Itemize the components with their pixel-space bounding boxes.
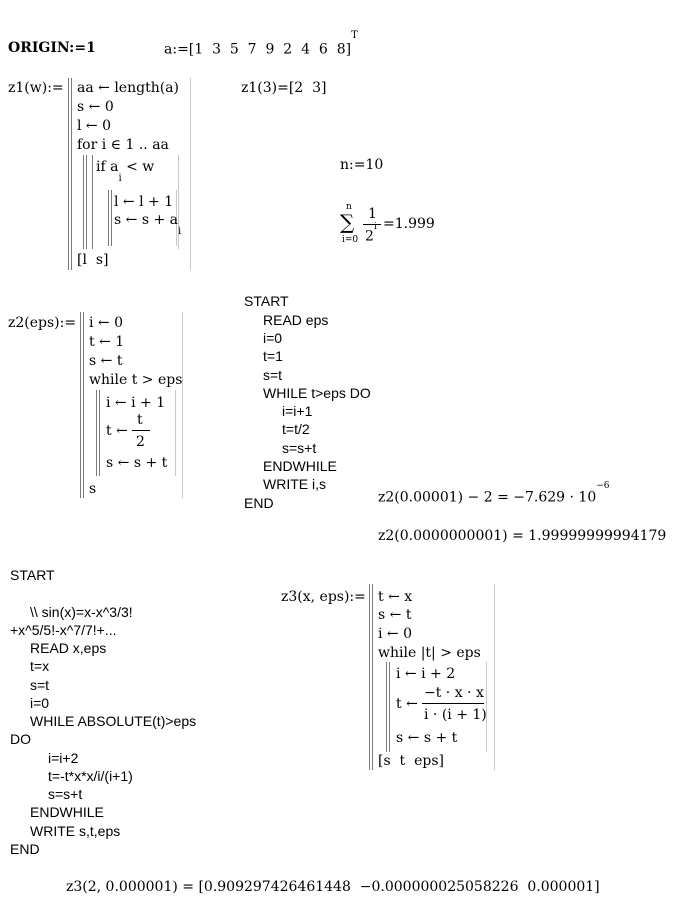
sum-sigma-icon: ∑	[340, 210, 355, 234]
z2-line-7: s ← s + t	[106, 455, 168, 471]
pseudo1-line-4: t=1	[263, 348, 283, 364]
pseudo1-line-6: WHILE t>eps DO	[263, 385, 371, 401]
z2-result-2[interactable]: z2(0.0000000001) = 1.99999999994179	[378, 528, 667, 544]
sum-den-base: 2	[365, 228, 374, 245]
z3-definition-label: z3(x, eps):=	[281, 589, 366, 605]
vector-a-definition[interactable]	[164, 30, 358, 58]
pseudo1-line-11: WRITE i,s	[263, 476, 326, 492]
z3-line-6: t ←	[396, 696, 418, 712]
pseudo2-line-3: +x^5/5!-x^7/7!+...	[10, 622, 117, 638]
z2-line-2: t ← 1	[89, 334, 125, 350]
z1-if-bar	[92, 155, 93, 249]
pseudo1-line-10: ENDWHILE	[263, 458, 337, 474]
z2-result-1-text: z2(0.00001) − 2 = −7.629 · 10	[378, 489, 597, 506]
z1-if-text: if a	[96, 159, 119, 175]
z2-frac-num: t	[137, 412, 143, 428]
z2-program-bar-right	[182, 312, 183, 498]
z3-line-2: s ← t	[378, 607, 412, 623]
z2-line-5: i ← i + 1	[106, 395, 166, 411]
z1-for-bar	[83, 155, 84, 249]
z1-line-8-text: s ← s + a	[114, 212, 178, 228]
z1-if-line	[96, 159, 155, 184]
z2-while-bar	[96, 390, 97, 476]
pseudo2-line-15: END	[10, 841, 40, 857]
z2-frac-den: 2	[136, 434, 145, 450]
pseudo2-line-5: t=x	[30, 658, 50, 674]
z1-if-condition: < w	[126, 159, 155, 175]
z3-frac-bar	[422, 703, 484, 704]
pseudo1-line-2: READ eps	[263, 312, 329, 328]
z2-line-3: s ← t	[89, 353, 123, 369]
z1-if-body-bar	[108, 190, 109, 246]
pseudo2-line-14: WRITE s,t,eps	[30, 823, 121, 839]
z2-result-1[interactable]	[378, 481, 610, 506]
z2-program-bar-outer-2	[83, 312, 84, 498]
z1-if-subscript: i	[118, 172, 122, 184]
z1-line-4: for i ∈ 1 .. aa	[77, 137, 169, 153]
z1-line-7: l ← l + 1	[114, 194, 174, 210]
z1-result[interactable]: z1(3)=[2 3]	[241, 80, 327, 96]
pseudo1-line-12: END	[244, 495, 274, 511]
z3-line-1: t ← x	[378, 589, 413, 605]
sum-fraction-numerator: 1	[368, 206, 377, 222]
z2-while-bar-right	[175, 390, 176, 476]
pseudo2-line-10: i=i+2	[48, 750, 79, 766]
z2-program-bar-outer	[80, 312, 81, 498]
z1-line-8-subscript: i	[177, 225, 182, 237]
z2-definition-label: z2(eps):=	[8, 315, 77, 331]
z1-line-2: s ← 0	[77, 99, 114, 115]
z3-frac-den: i · (i + 1)	[424, 707, 487, 723]
z1-for-bar-2	[86, 155, 87, 249]
z2-line-4: while t > eps	[89, 372, 183, 388]
z1-line-1: aa ← length(a)	[77, 80, 179, 96]
pseudo2-line-7: i=0	[30, 695, 50, 711]
z3-program-bar-outer	[369, 584, 370, 770]
z2-return-line: s	[89, 481, 97, 497]
z2-result-1-exponent: −6	[596, 481, 610, 491]
vector-a-text: a:=[1 3 5 7 9 2 4 6 8]	[164, 41, 352, 58]
pseudo2-line-13: ENDWHILE	[30, 804, 104, 820]
z1-if-body-bar-2	[111, 190, 112, 246]
z1-definition-label: z1(w):=	[8, 80, 64, 96]
z3-line-7: s ← s + t	[396, 730, 458, 746]
pseudo1-line-5: s=t	[263, 367, 283, 383]
pseudo2-line-6: s=t	[30, 677, 50, 693]
pseudo2-line-4: READ x,eps	[30, 640, 107, 656]
z3-line-3: i ← 0	[378, 626, 413, 642]
z2-line-6: t ←	[106, 423, 128, 439]
pseudo1-line-1: START	[244, 293, 289, 309]
pseudo2-line-2: \\ sin(x)=x-x^3/3!	[30, 604, 133, 620]
pseudo2-line-1: START	[10, 567, 55, 583]
n-definition[interactable]: n:=10	[340, 157, 384, 173]
origin-definition[interactable]: ORIGIN:=1	[8, 40, 96, 56]
sum-upper-limit: n	[346, 202, 352, 212]
summation-expression[interactable]	[338, 203, 448, 249]
z1-line-8	[114, 212, 182, 237]
pseudo2-line-12: s=s+t	[48, 786, 83, 802]
pseudo1-line-3: i=0	[263, 330, 283, 346]
z3-while-bar-2	[389, 662, 390, 752]
sum-lower-limit: i=0	[342, 235, 359, 245]
sum-den-exponent: i	[373, 222, 377, 232]
z3-frac-num: −t · x · x	[424, 685, 484, 701]
z2-line-1: i ← 0	[89, 315, 124, 331]
z1-program-bar-right	[190, 78, 191, 270]
sum-result: =1.999	[383, 216, 435, 232]
z3-line-5: i ← i + 2	[396, 666, 456, 682]
pseudo2-line-8: WHILE ABSOLUTE(t)>eps	[30, 713, 197, 729]
pseudo1-line-7: i=i+1	[282, 403, 313, 419]
z1-program-bar-outer-2	[71, 78, 72, 270]
z3-while-bar	[386, 662, 387, 752]
z3-return-line: [s t eps]	[378, 753, 444, 769]
z3-result[interactable]: z3(2, 0.000001) = [0.909297426461448 −0.000000025058226 0.000001]	[66, 879, 600, 895]
pseudo1-line-8: t=t/2	[282, 421, 310, 437]
z1-program-bar-outer	[68, 78, 69, 270]
z1-line-3: l ← 0	[77, 118, 112, 134]
z3-program-bar-right	[494, 584, 495, 770]
sum-fraction-bar	[363, 224, 381, 225]
z2-frac-bar	[132, 430, 150, 431]
sum-fraction-denominator	[365, 222, 377, 245]
z2-while-bar-2	[99, 390, 100, 476]
pseudo1-line-9: s=s+t	[282, 440, 317, 456]
z3-program-bar-outer-2	[372, 584, 373, 770]
z3-line-4: while |t| > eps	[378, 645, 481, 661]
pseudo2-line-11: t=-t*x*x/i/(i+1)	[48, 768, 133, 784]
transpose-marker: T	[351, 30, 358, 41]
pseudo2-line-9: DO	[10, 731, 31, 747]
z1-return-line: [l s]	[77, 252, 109, 268]
